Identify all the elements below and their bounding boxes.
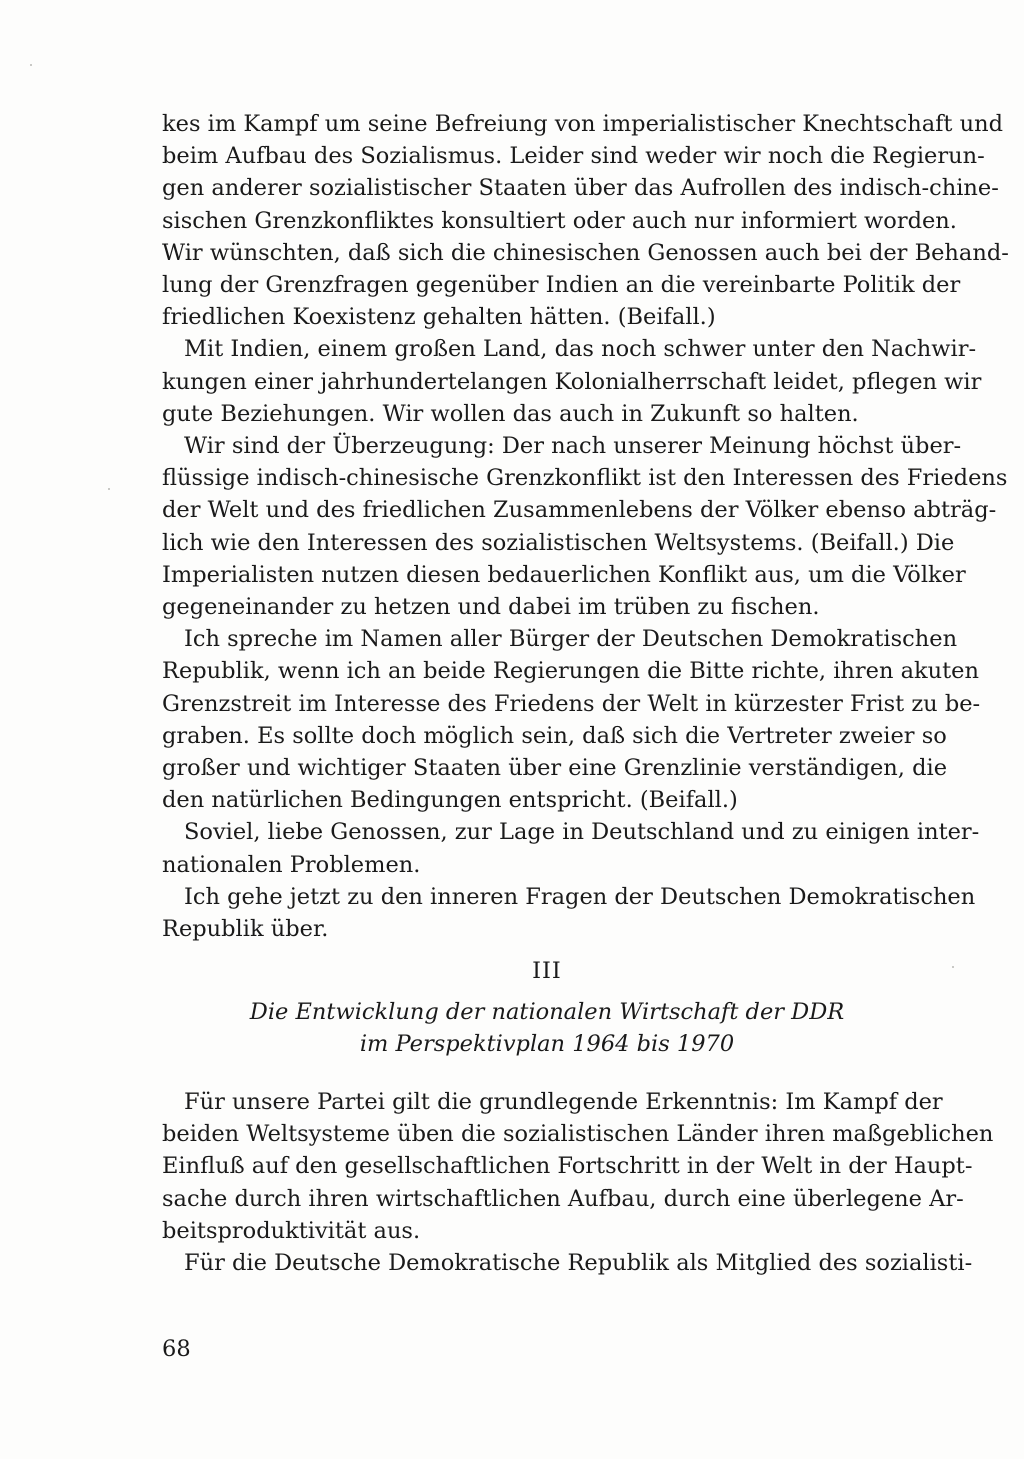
text-line: großer und wichtiger Staaten über eine Grenzlinie verständigen, die xyxy=(162,755,948,782)
text-line: Ich gehe jetzt zu den inneren Fragen der Deutschen Demokratischen xyxy=(184,883,976,910)
text-line: kungen einer jahrhundertelangen Kolonialherrschaft leidet, pflegen wir xyxy=(162,368,982,395)
section-title-line-2: im Perspektivplan 1964 bis 1970 xyxy=(359,1031,735,1057)
text-line: Wir wünschten, daß sich die chinesischen Genossen auch bei der Behand- xyxy=(162,239,1009,266)
text-line: Für unsere Partei gilt die grundlegende Erkenntnis: Im Kampf der xyxy=(184,1089,943,1115)
body-text-top xyxy=(162,108,1009,945)
text-line: beim Aufbau des Sozialismus. Leider sind weder wir noch die Regierun- xyxy=(162,143,985,170)
text-line: lung der Grenzfragen gegenüber Indien an die vereinbarte Politik der xyxy=(162,272,961,299)
text-line: kes im Kampf um seine Befreiung von imperialistischer Knechtschaft und xyxy=(162,111,1004,137)
text-line: nationalen Problemen. xyxy=(162,851,421,878)
text-line: Wir sind der Überzeugung: Der nach unserer Meinung höchst über- xyxy=(184,433,962,460)
section-title-line-1: Die Entwicklung der nationalen Wirtschaft der DDR xyxy=(249,999,845,1025)
text-line: Mit Indien, einem großen Land, das noch schwer unter den Nachwir- xyxy=(184,336,977,363)
text-line: den natürlichen Bedingungen entspricht. (Beifall.) xyxy=(162,787,738,814)
text-line: lich wie den Interessen des sozialistischen Weltsystems. (Beifall.) Die xyxy=(162,529,955,556)
paragraph xyxy=(162,1247,973,1279)
paragraph xyxy=(162,623,981,816)
text-line: Grenzstreit im Interesse des Friedens der Welt in kürzester Frist zu be- xyxy=(162,690,981,717)
paragraph xyxy=(162,816,980,880)
paper-speck xyxy=(108,488,110,490)
paragraph xyxy=(162,881,976,945)
text-line: gen anderer sozialistischer Staaten über das Aufrollen des indisch-chine- xyxy=(162,175,999,202)
text-line: sache durch ihren wirtschaftlichen Aufbau, durch eine überlegene Ar- xyxy=(162,1185,964,1212)
text-line: Republik, wenn ich an beide Regierungen die Bitte richte, ihren akuten xyxy=(162,658,979,685)
text-line: graben. Es sollte doch möglich sein, daß sich die Vertreter zweier so xyxy=(162,722,947,749)
text-line: der Welt und des friedlichen Zusammenlebens der Völker ebenso abträg- xyxy=(162,497,997,524)
section-title xyxy=(162,996,932,1060)
body-text-bottom xyxy=(162,1086,994,1279)
paper-speck xyxy=(952,966,954,968)
text-line: friedlichen Koexistenz gehalten hätten. (Beifall.) xyxy=(162,304,716,331)
text-line: gute Beziehungen. Wir wollen das auch in Zukunft so halten. xyxy=(162,400,859,427)
paragraph xyxy=(162,1086,994,1247)
text-line: beitsproduktivität aus. xyxy=(162,1217,421,1244)
paper-speck xyxy=(30,64,32,66)
text-line: beiden Weltsysteme üben die sozialistischen Länder ihren maßgeblichen xyxy=(162,1121,994,1148)
text-line: Für die Deutsche Demokratische Republik als Mitglied des sozialisti- xyxy=(184,1250,973,1277)
paragraph xyxy=(162,333,982,430)
text-line: flüssige indisch-chinesische Grenzkonflikt ist den Interessen des Friedens xyxy=(162,465,1008,492)
text-line: gegeneinander zu hetzen und dabei im trüben zu fischen. xyxy=(162,594,820,621)
text-line: sischen Grenzkonfliktes konsultiert oder auch nur informiert worden. xyxy=(162,207,957,234)
text-line: Republik über. xyxy=(162,916,329,943)
paragraph xyxy=(162,430,1008,623)
section-number: III xyxy=(532,958,562,984)
paragraph xyxy=(162,108,1009,333)
text-line: Einfluß auf den gesellschaftlichen Fortschritt in der Welt in der Haupt- xyxy=(162,1153,973,1180)
text-line: Soviel, liebe Genossen, zur Lage in Deutschland und zu einigen inter- xyxy=(184,819,980,846)
text-line: Imperialisten nutzen diesen bedauerlichen Konflikt aus, um die Völker xyxy=(162,561,966,588)
page-number: 68 xyxy=(162,1336,191,1362)
text-line: Ich spreche im Namen aller Bürger der Deutschen Demokratischen xyxy=(184,626,958,653)
